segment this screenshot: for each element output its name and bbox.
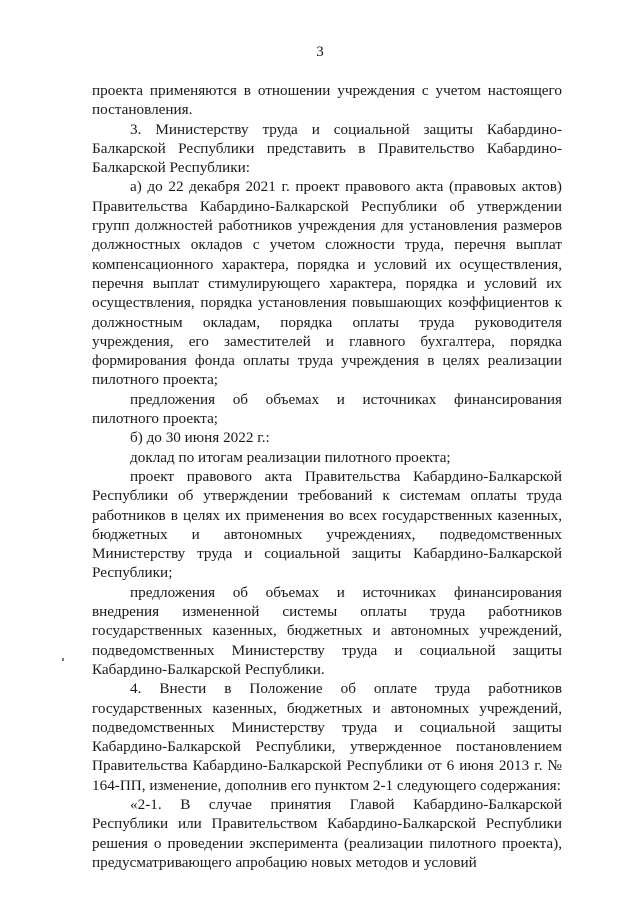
paragraph-item-4: 4. Внести в Положение об оплате труда работников государственных казенных, бюджетных и автономных учреждений, подведомственных Министерству труда и социальной защиты Кабардино-Балкарской Республики, утвержденное постановлением Правительства Кабардино-Балкарской Республики от 6 июня 2013 г. № 164-ПП, изменение, дополнив его пунктом 2-1 следующего содержания: bbox=[92, 680, 562, 794]
scan-speck bbox=[62, 658, 64, 661]
paragraph-funding-proposals: предложения об объемах и источниках финансирования пилотного проекта; bbox=[92, 390, 562, 428]
paragraph-subitem-b: б) до 30 июня 2022 г.: bbox=[130, 429, 270, 447]
document-body bbox=[92, 81, 562, 872]
paragraph-continuation: проекта применяются в отношении учреждения с учетом настоящего постановления. bbox=[92, 82, 562, 119]
paragraph-draft-act: проект правового акта Правительства Кабардино-Балкарской Республики об утверждении требований к системам оплаты труда работников в целях их применения во всех государственных казенных, бюджетных и автономных учреждениях, подведомственных Министерству труда и социальной защиты Кабардино-Балкарской Республики; bbox=[92, 467, 562, 582]
paragraph-report: доклад по итогам реализации пилотного проекта; bbox=[130, 448, 451, 466]
paragraph-clause-2-1: «2-1. В случае принятия Главой Кабардино-Балкарской Республики или Правительством Кабардино-Балкарской Республики решения о проведении эксперимента (реализации пилотного проекта), предусматривающего апробацию новых методов и условий bbox=[92, 795, 562, 871]
paragraph-subitem-a: а) до 22 декабря 2021 г. проект правового акта (правовых актов) Правительства Кабардино-Балкарской Республики об утверждении групп должностей работников учреждения для установления размеров должностных окладов с учетом сложности труда, перечня выплат компенсационного характера, порядка и условий их осуществления, перечня выплат стимулирующего характера, порядка и условий их осуществления, порядка установления повышающих коэффициентов к должностным окладам, порядка оплаты труда руководителя учреждения, его заместителей и главного бухгалтера, порядка формирования фонда оплаты труда учреждения в целях реализации пилотного проекта; bbox=[92, 178, 562, 389]
page-number: 3 bbox=[316, 44, 324, 60]
paragraph-item-3: 3. Министерству труда и социальной защиты Кабардино-Балкарской Республики представить в Правительство Кабардино-Балкарской Республики: bbox=[92, 120, 562, 177]
paragraph-implementation-funding: предложения об объемах и источниках финансирования внедрения измененной системы оплаты труда работников государственных казенных, бюджетных и автономных учреждений, подведомственных Министерству труда и социальной защиты Кабардино-Балкарской Республики. bbox=[92, 583, 562, 678]
